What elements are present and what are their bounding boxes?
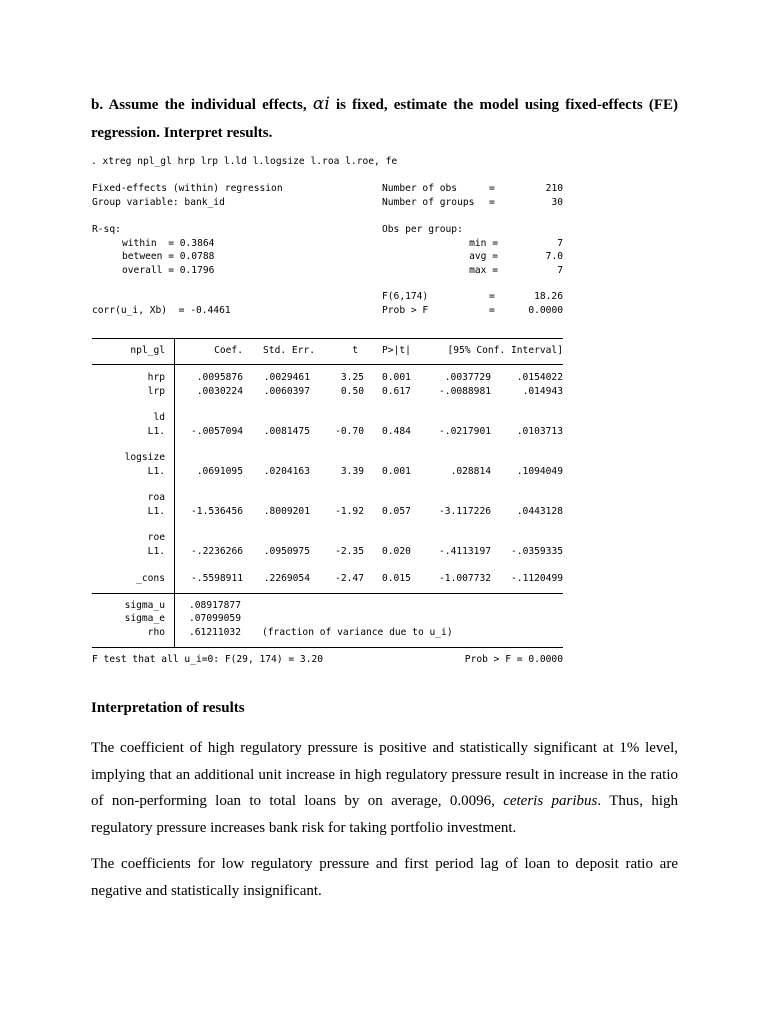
n-groups-value: 30: [551, 197, 563, 208]
f-stat-eq: =: [489, 291, 495, 302]
row-label: L1.: [147, 426, 165, 437]
coef-value: -1.536456: [191, 506, 243, 517]
p-value: 0.617: [382, 386, 411, 397]
interpretation-paragraph-1: [91, 735, 678, 841]
prob-f-eq: =: [489, 305, 495, 316]
rsq-overall: overall = 0.1796: [122, 265, 215, 276]
row-label: lrp: [147, 386, 165, 397]
row-label: L1.: [147, 466, 165, 477]
coef-value: .0030224: [196, 386, 243, 397]
row-label: hrp: [147, 372, 165, 383]
min-label: min =: [469, 238, 498, 249]
question-text-part2: is fixed, estimate the model using fixed-effects (FE) regression. Interpret results.: [91, 97, 679, 141]
sigma-u-label: sigma_u: [124, 600, 165, 611]
t-value: -1.92: [335, 506, 364, 517]
t-value: 0.50: [340, 386, 364, 397]
ci-high: .0103713: [516, 426, 563, 437]
se-value: .0029461: [263, 372, 310, 383]
row-group-label: roe: [147, 532, 165, 543]
ci-low: -3.117226: [439, 506, 491, 517]
paragraph-1-text-b: . Thus, high regulatory pressure increases bank risk for taking portfolio investment.: [91, 793, 678, 836]
n-groups-eq: =: [489, 197, 495, 208]
ci-low: .0037729: [444, 372, 491, 383]
f-stat-value: 18.26: [534, 291, 563, 302]
max-label: max =: [469, 265, 498, 276]
rsq-between: between = 0.0788: [122, 251, 215, 262]
group-variable: Group variable: bank_id: [92, 197, 225, 208]
ci-low: .028814: [450, 466, 491, 477]
p-value: 0.015: [382, 573, 411, 584]
t-value: -2.47: [335, 573, 364, 584]
coef-value: .0691095: [196, 466, 243, 477]
ci-high: .014943: [522, 386, 563, 397]
f-stat-label: F(6,174): [382, 291, 429, 302]
paragraph-1-text-a: The coefficient of high regulatory pressure is positive and statistically significant at 1% level, implying that an additional unit increase in high regulatory pressure result in increase in the ratio of non-performing loan to total loans by on average, 0.0096,: [91, 740, 678, 809]
sigma-e-value: .07099059: [189, 613, 241, 624]
avg-label: avg =: [469, 251, 498, 262]
rho-label: rho: [147, 627, 165, 638]
corr-ui-xb: corr(u_i, Xb) = -0.4461: [92, 305, 231, 316]
max-value: 7: [557, 265, 563, 276]
interpretation-paragraph-2: The coefficients for low regulatory pressure and first period lag of loan to deposit ratio are negative and statistically insignificant.: [91, 856, 678, 899]
model-title: Fixed-effects (within) regression: [92, 183, 283, 194]
se-value: .8009201: [263, 506, 310, 517]
table-top-rule: [92, 338, 563, 339]
ci-high: .0154022: [516, 372, 563, 383]
sigma-e-label: sigma_e: [124, 613, 165, 624]
n-obs-eq: =: [489, 183, 495, 194]
t-value: -0.70: [335, 426, 364, 437]
p-value: 0.001: [382, 466, 411, 477]
paragraph-1-italic: ceteris paribus: [503, 793, 598, 809]
header-conf-interval: [95% Conf. Interval]: [447, 345, 563, 356]
rho-note: (fraction of variance due to u_i): [262, 627, 453, 638]
f-test-ui: F test that all u_i=0: F(29, 174) = 3.20: [92, 654, 324, 665]
rsq-within: within = 0.3864: [122, 238, 215, 249]
coef-bottom-rule: [92, 593, 563, 594]
coef-value: -.0057094: [191, 426, 243, 437]
n-obs-value: 210: [545, 183, 563, 194]
ci-low: -.0088981: [439, 386, 491, 397]
prob-f-label: Prob > F: [382, 305, 429, 316]
coef-value: .0095876: [196, 372, 243, 383]
header-p: P>|t|: [382, 345, 411, 356]
coef-value: -.5598911: [191, 573, 243, 584]
ci-high: .1094049: [516, 466, 563, 477]
se-value: .0081475: [263, 426, 310, 437]
row-group-label: logsize: [124, 452, 165, 463]
ci-low: -.4113197: [439, 546, 491, 557]
row-label: L1.: [147, 506, 165, 517]
f-test-prob: Prob > F = 0.0000: [464, 654, 563, 665]
ci-high: -.0359335: [511, 546, 563, 557]
sigma-u-value: .08917877: [189, 600, 241, 611]
se-value: .0060397: [263, 386, 310, 397]
t-value: -2.35: [335, 546, 364, 557]
table-vertical-rule: [174, 338, 175, 647]
header-t: t: [352, 345, 358, 356]
se-value: .0950975: [263, 546, 310, 557]
row-label: _cons: [136, 573, 165, 584]
p-value: 0.484: [382, 426, 411, 437]
stata-command: . xtreg npl_gl hrp lrp l.ld l.logsize l.roa l.roe, fe: [91, 156, 398, 167]
row-group-label: ld: [153, 412, 165, 423]
header-std-err: Std. Err.: [263, 345, 315, 356]
se-value: .0204163: [263, 466, 310, 477]
interpretation-title: Interpretation of results: [91, 700, 245, 716]
min-value: 7: [557, 238, 563, 249]
row-label: L1.: [147, 546, 165, 557]
row-group-label: roa: [147, 492, 165, 503]
n-obs-label: Number of obs: [382, 183, 458, 194]
rsq-label: R-sq:: [92, 224, 121, 235]
avg-value: 7.0: [545, 251, 563, 262]
t-value: 3.39: [340, 466, 364, 477]
t-value: 3.25: [340, 372, 364, 383]
header-coef: Coef.: [214, 345, 243, 356]
ci-high: -.1120499: [511, 573, 563, 584]
question-heading: [91, 90, 678, 147]
rho-value: .61211032: [189, 627, 241, 638]
ci-high: .0443128: [516, 506, 563, 517]
n-groups-label: Number of groups: [382, 197, 475, 208]
prob-f-value: 0.0000: [528, 305, 563, 316]
p-value: 0.057: [382, 506, 411, 517]
header-npl-gl: npl_gl: [130, 345, 165, 356]
table-bottom-rule: [92, 647, 563, 648]
se-value: .2269054: [263, 573, 310, 584]
alpha-i-symbol: αi: [312, 94, 330, 114]
ci-low: -.0217901: [439, 426, 491, 437]
p-value: 0.001: [382, 372, 411, 383]
p-value: 0.020: [382, 546, 411, 557]
obs-per-group-label: Obs per group:: [382, 224, 463, 235]
coef-value: -.2236266: [191, 546, 243, 557]
ci-low: -1.007732: [439, 573, 491, 584]
header-rule: [92, 364, 563, 365]
question-text-part1: b. Assume the individual effects,: [91, 97, 307, 113]
